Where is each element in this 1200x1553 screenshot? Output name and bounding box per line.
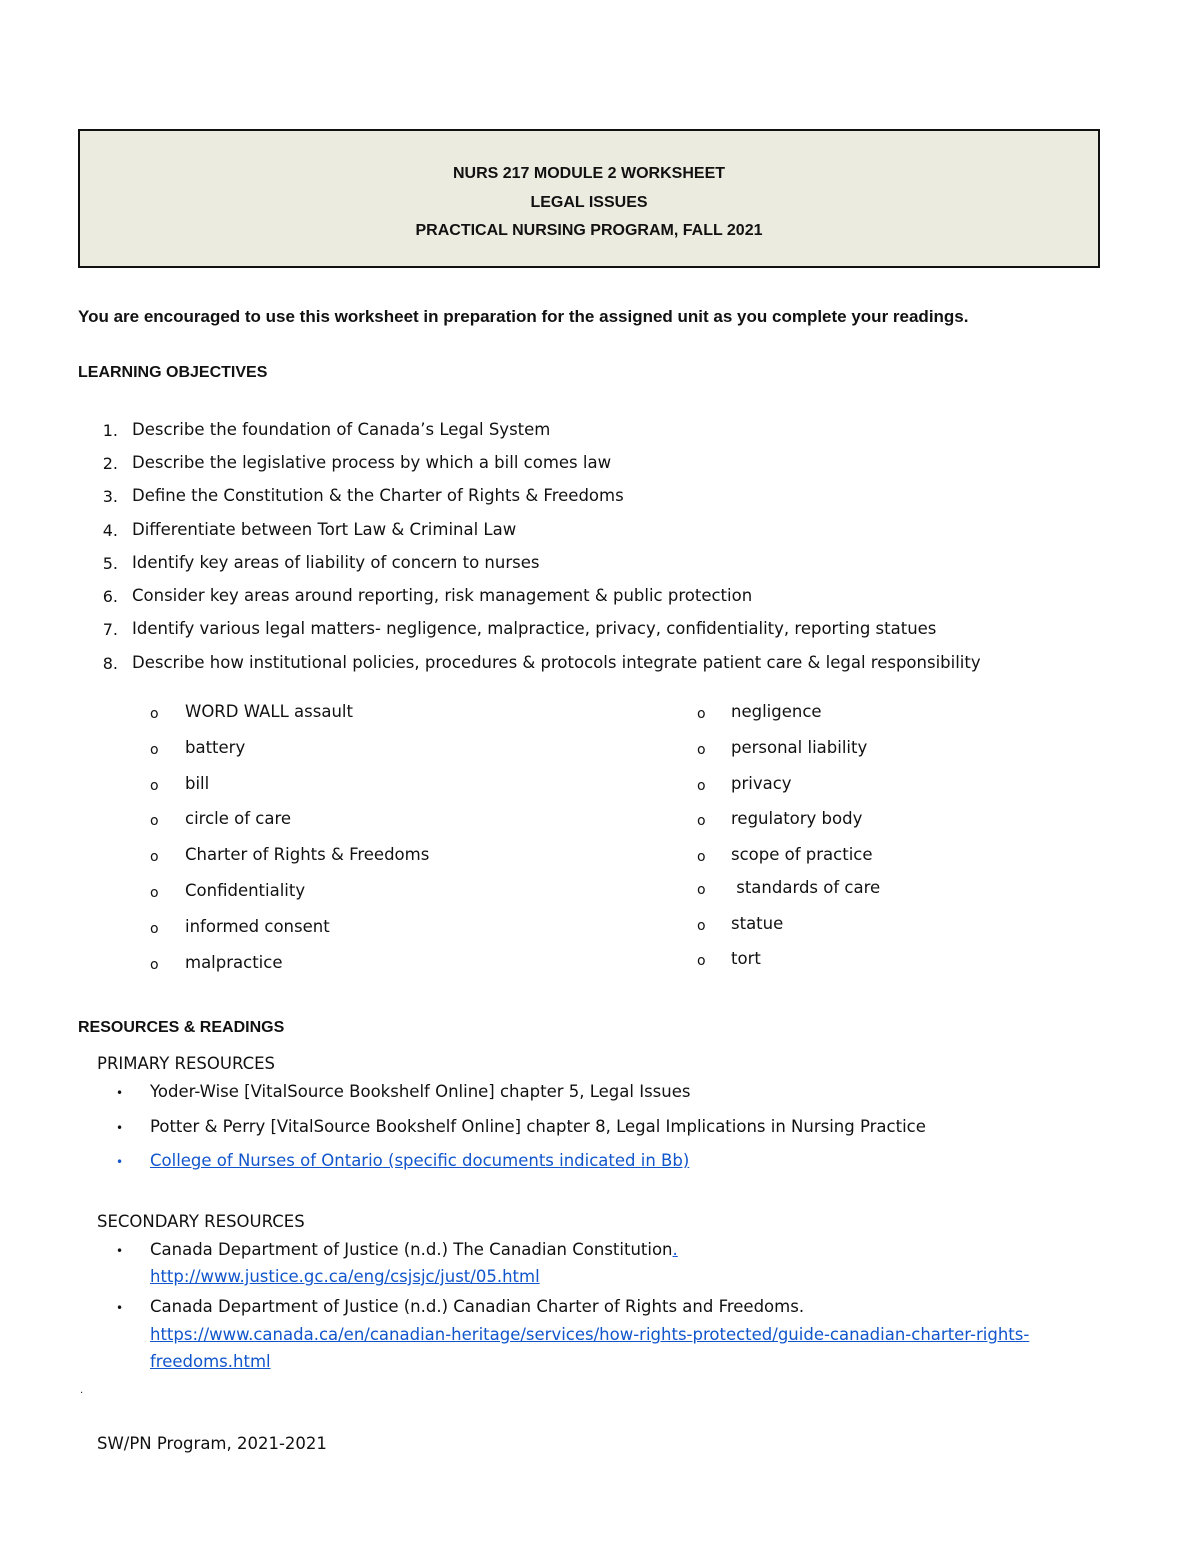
title-box — [78, 129, 1100, 268]
word-wall-term: Charter of Rights & Freedoms — [185, 845, 430, 864]
word-wall-term: tort — [731, 949, 761, 968]
primary-resources-heading: PRIMARY RESOURCES — [97, 1054, 276, 1073]
word-wall-term: privacy — [731, 774, 792, 793]
intro-text: You are encouraged to use this worksheet in preparation for the assigned unit as you complete your readings. — [78, 307, 969, 326]
charter-url-link[interactable]: https://www.canada.ca/en/canadian-heritage/services/how-rights-protected/guide-canadian-charter-rights- — [150, 1325, 1030, 1344]
bullet-icon: o — [697, 742, 706, 758]
constitution-url-link[interactable]: http://www.justice.gc.ca/eng/csjsjc/just/05.html — [150, 1267, 540, 1286]
program-title: PRACTICAL NURSING PROGRAM, FALL 2021 — [415, 222, 763, 239]
objective-number: 7. — [102, 620, 118, 639]
bullet-icon: o — [697, 706, 706, 722]
word-wall-term: personal liability — [731, 738, 868, 757]
bullet-icon: • — [116, 1086, 124, 1100]
objective-text: Describe the foundation of Canada’s Legal System — [132, 420, 551, 439]
secondary-resources-heading: SECONDARY RESOURCES — [97, 1212, 305, 1231]
objective-text: Differentiate between Tort Law & Criminal Law — [132, 520, 517, 539]
primary-resource-item: Potter & Perry [VitalSource Bookshelf Online] chapter 8, Legal Implications in Nursing Practice — [150, 1117, 926, 1136]
objective-number: 4. — [102, 521, 118, 540]
citation-period[interactable]: . — [672, 1240, 678, 1259]
objective-text: Describe the legislative process by which a bill comes law — [132, 453, 612, 472]
objectives-heading: LEARNING OBJECTIVES — [78, 364, 268, 381]
bullet-icon: o — [150, 957, 159, 973]
resource-citation: Canada Department of Justice (n.d.) The Canadian Constitution — [150, 1240, 673, 1259]
word-wall-term: standards of care — [731, 878, 881, 897]
charter-url-link-continued[interactable]: freedoms.html — [150, 1352, 271, 1371]
secondary-resource-item — [150, 1240, 678, 1259]
word-wall-term: Confidentiality — [185, 881, 306, 900]
bullet-icon: o — [150, 921, 159, 937]
word-wall-term: malpractice — [185, 953, 283, 972]
objective-text: Describe how institutional policies, procedures & protocols integrate patient care & legal responsibility — [132, 653, 981, 672]
word-wall-term: regulatory body — [731, 809, 863, 828]
bullet-icon: o — [697, 882, 706, 898]
topic-title: LEGAL ISSUES — [530, 194, 648, 211]
word-wall-term: scope of practice — [731, 845, 873, 864]
objective-number: 1. — [102, 421, 118, 440]
objective-text: Consider key areas around reporting, risk management & public protection — [132, 586, 753, 605]
bullet-icon: o — [150, 813, 159, 829]
bullet-icon: o — [697, 918, 706, 934]
bullet-icon: • — [116, 1155, 124, 1169]
secondary-resource-item: Canada Department of Justice (n.d.) Canadian Charter of Rights and Freedoms. — [150, 1297, 805, 1316]
bullet-icon: • — [116, 1244, 124, 1258]
word-wall-term: statue — [731, 914, 784, 933]
objective-text: Define the Constitution & the Charter of Rights & Freedoms — [132, 486, 624, 505]
course-title: NURS 217 MODULE 2 WORKSHEET — [452, 165, 726, 182]
cno-link-text[interactable]: College of Nurses of Ontario — [150, 1151, 383, 1170]
primary-resource-item: Yoder-Wise [VitalSource Bookshelf Online] chapter 5, Legal Issues — [150, 1082, 691, 1101]
word-wall-term: circle of care — [185, 809, 292, 828]
objective-number: 6. — [102, 587, 118, 606]
stray-mark: . — [80, 1385, 84, 1396]
bullet-icon: o — [150, 885, 159, 901]
bullet-icon: o — [697, 849, 706, 865]
bullet-icon: o — [697, 813, 706, 829]
bullet-icon: o — [697, 953, 706, 969]
bullet-icon: o — [150, 849, 159, 865]
objective-number: 3. — [102, 487, 118, 506]
objective-text: Identify various legal matters- negligence, malpractice, privacy, confidentiality, reporting statues — [132, 619, 937, 638]
word-wall-term: negligence — [731, 702, 822, 721]
word-wall-term: informed consent — [185, 917, 330, 936]
objective-number: 5. — [102, 554, 118, 573]
cno-link[interactable] — [150, 1151, 689, 1170]
bullet-icon: o — [150, 778, 159, 794]
bullet-icon: • — [116, 1121, 124, 1135]
page-footer: SW/PN Program, 2021-2021 — [97, 1434, 327, 1453]
word-wall-term: WORD WALL assault — [185, 702, 353, 721]
objective-text: Identify key areas of liability of concern to nurses — [132, 553, 540, 572]
bullet-icon: o — [150, 742, 159, 758]
bullet-icon: o — [150, 706, 159, 722]
objective-number: 8. — [102, 654, 118, 673]
word-wall-term: bill — [185, 774, 210, 793]
bullet-icon: • — [116, 1301, 124, 1315]
resources-heading: RESOURCES & READINGS — [78, 1019, 285, 1036]
word-wall-term: battery — [185, 738, 246, 757]
objective-number: 2. — [102, 454, 118, 473]
cno-link-suffix: (specific documents indicated in Bb) — [382, 1151, 690, 1170]
bullet-icon: o — [697, 778, 706, 794]
